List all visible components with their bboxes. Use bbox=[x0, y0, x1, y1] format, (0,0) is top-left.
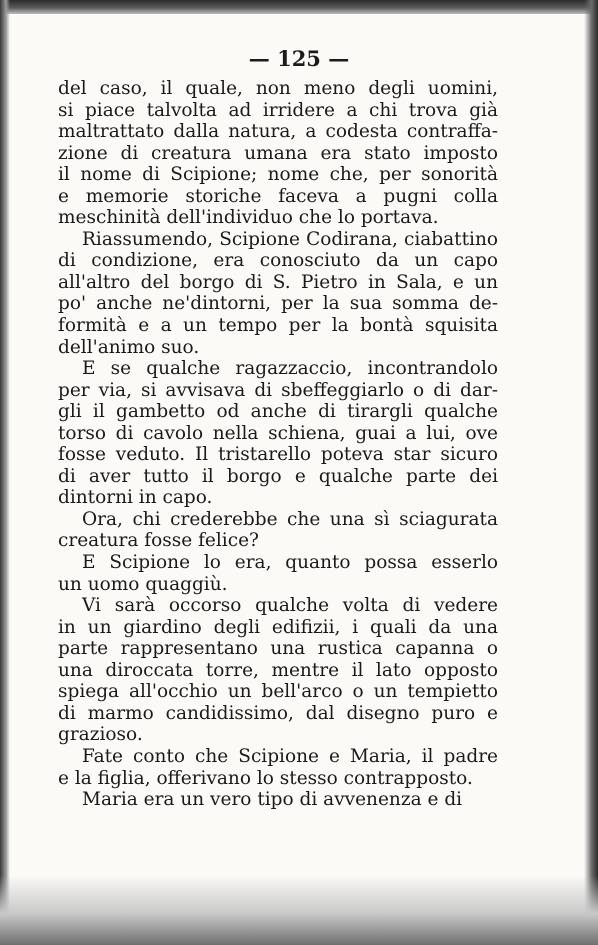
text-line: in un giardino degli edifizii, i quali da una bbox=[58, 616, 498, 638]
text-line: Vi sarà occorso qualche volta di vedere bbox=[82, 595, 498, 617]
text-line: creatura fosse felice? bbox=[58, 530, 259, 552]
text-line: maltrattato dalla natura, a codesta contraffa- bbox=[58, 121, 498, 143]
text-line: E se qualche ragazzaccio, incontrandolo bbox=[82, 358, 498, 380]
text-line: dintorni in capo. bbox=[58, 487, 213, 509]
text-line: il nome di Scipione; nome che, per sonorità bbox=[58, 164, 498, 186]
page-left-edge-shadow bbox=[0, 0, 10, 945]
page-number-header: — 125 — bbox=[248, 46, 350, 71]
text-line: di marmo candidissimo, dal disegno puro e bbox=[58, 702, 498, 724]
text-line: Riassumendo, Scipione Codirana, ciabattino bbox=[82, 228, 498, 250]
page-top-edge-shadow bbox=[0, 0, 598, 14]
text-line: parte rappresentano una rustica capanna o bbox=[58, 638, 498, 660]
text-line: per via, si avvisava di sbeffeggiarlo o di dar- bbox=[58, 379, 498, 401]
text-line: si piace talvolta ad irridere a chi trova già bbox=[58, 99, 498, 121]
text-line: fosse veduto. Il tristarello poteva star sicuro bbox=[58, 444, 498, 466]
text-line: gli il gambetto od anche di tirargli qualche bbox=[58, 401, 498, 423]
text-line: formità e a un tempo per la bontà squisita bbox=[58, 315, 498, 337]
text-line: zione di creatura umana era stato imposto bbox=[58, 142, 498, 164]
text-line: dell'animo suo. bbox=[58, 336, 200, 358]
text-line: E Scipione lo era, quanto possa esserlo bbox=[82, 552, 498, 574]
page-bottom-edge-shadow bbox=[0, 875, 598, 945]
text-line: e la figlia, offerivano lo stesso contrapposto. bbox=[58, 767, 473, 789]
text-line: torso di cavolo nella schiena, guai a lui, ove bbox=[58, 422, 498, 444]
text-line: spiega all'occhio un bell'arco o un tempietto bbox=[58, 681, 498, 703]
text-line: Ora, chi crederebbe che una sì sciagurata bbox=[82, 508, 498, 530]
text-line: una diroccata torre, mentre il lato opposto bbox=[58, 659, 498, 681]
text-line: po' anche ne'dintorni, per la sua somma de- bbox=[58, 293, 498, 315]
text-line: Maria era un vero tipo di avvenenza e di bbox=[82, 789, 463, 811]
text-line: meschinità dell'individuo che lo portava. bbox=[58, 207, 439, 229]
text-line: grazioso. bbox=[58, 724, 143, 746]
text-line: di condizione, era conosciuto da un capo bbox=[58, 250, 498, 272]
text-line: Fate conto che Scipione e Maria, il padre bbox=[82, 745, 498, 767]
text-line: un uomo quaggiù. bbox=[58, 573, 228, 595]
page-right-edge-shadow bbox=[584, 0, 598, 945]
body-text bbox=[58, 78, 498, 811]
text-line: di aver tutto il borgo e qualche parte dei bbox=[58, 465, 498, 487]
text-line: all'altro del borgo di S. Pietro in Sala, e un bbox=[58, 271, 498, 293]
text-line: del caso, il quale, non meno degli uomini, bbox=[58, 78, 498, 99]
text-line: e memorie storiche faceva a pugni colla bbox=[58, 185, 498, 207]
